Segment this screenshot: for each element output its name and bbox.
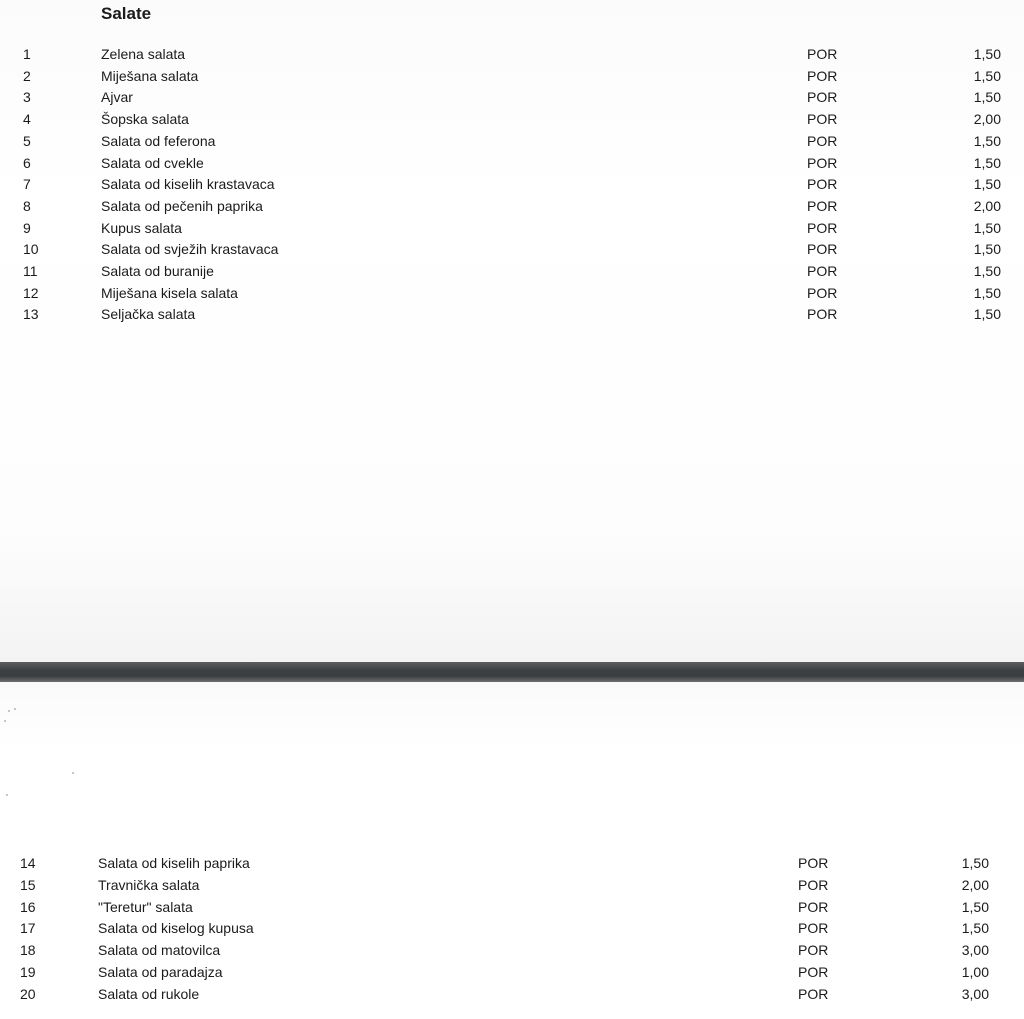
item-unit: POR [807, 197, 838, 214]
item-number: 18 [20, 942, 36, 959]
item-name: Zelena salata [101, 46, 186, 62]
item-unit: POR [807, 67, 838, 84]
item-number: 19 [20, 964, 36, 980]
item-name: Salata od cvekle [101, 154, 204, 171]
item-name: Kupus salata [101, 219, 182, 236]
item-number: 5 [23, 132, 31, 149]
item-unit: POR [807, 306, 838, 323]
item-price: 1,50 [973, 89, 1001, 106]
item-unit: POR [807, 132, 838, 149]
menu-row [0, 285, 1024, 307]
item-number: 3 [23, 89, 31, 106]
item-price: 1,50 [973, 263, 1001, 279]
item-unit: POR [807, 219, 838, 236]
scan-speck [8, 710, 10, 712]
section-title: Salate [101, 4, 152, 23]
scan-speck [72, 772, 74, 774]
item-price: 1,50 [961, 920, 989, 937]
item-unit: POR [798, 898, 829, 915]
menu-row [0, 920, 1024, 942]
item-number: 14 [20, 855, 36, 871]
item-unit: POR [807, 263, 838, 279]
item-number: 16 [20, 898, 36, 915]
item-number: 13 [23, 306, 39, 323]
item-price: 2,00 [961, 876, 989, 893]
item-unit: POR [807, 46, 838, 62]
item-unit: POR [798, 964, 829, 980]
item-number: 2 [23, 67, 31, 84]
menu-row [0, 133, 1024, 155]
item-number: 17 [20, 920, 36, 937]
item-price: 1,50 [973, 46, 1001, 62]
page-divider [0, 662, 1024, 682]
item-name: Salata od pečenih paprika [101, 197, 263, 214]
item-number: 20 [20, 985, 36, 1002]
menu-row [0, 855, 1024, 877]
item-name: Salata od paradajza [98, 964, 223, 980]
item-name: "Teretur" salata [98, 898, 193, 915]
item-unit: POR [798, 985, 829, 1002]
item-name: Salata od kiselog kupusa [98, 920, 254, 937]
item-unit: POR [807, 111, 838, 128]
menu-row [0, 899, 1024, 921]
item-number: 15 [20, 876, 36, 893]
item-price: 3,00 [961, 985, 989, 1002]
menu-row [0, 89, 1024, 111]
scan-speck [14, 708, 16, 710]
item-name: Salata od kiselih paprika [98, 855, 250, 871]
item-name: Miješana salata [101, 67, 199, 84]
item-name: Salata od buranije [101, 263, 214, 279]
item-name: Salata od svježih krastavaca [101, 241, 279, 258]
item-number: 12 [23, 284, 39, 301]
item-price: 1,50 [973, 154, 1001, 171]
item-name: Salata od kiselih krastavaca [101, 176, 275, 193]
item-name: Šopska salata [101, 111, 189, 128]
scan-speck [6, 794, 8, 796]
item-number: 9 [23, 219, 31, 236]
menu-row [0, 220, 1024, 242]
menu-row [0, 986, 1024, 1008]
item-number: 10 [23, 241, 39, 258]
item-unit: POR [798, 920, 829, 937]
item-price: 1,50 [973, 219, 1001, 236]
menu-row [0, 942, 1024, 964]
item-unit: POR [807, 241, 838, 258]
menu-row [0, 46, 1024, 68]
menu-row [0, 198, 1024, 220]
item-price: 3,00 [961, 942, 989, 959]
item-unit: POR [798, 876, 829, 893]
menu-row [0, 111, 1024, 133]
item-number: 11 [23, 263, 38, 279]
item-price: 2,00 [973, 197, 1001, 214]
item-unit: POR [798, 942, 829, 959]
scan-speck [4, 720, 6, 722]
item-name: Miješana kisela salata [101, 284, 238, 301]
item-unit: POR [807, 284, 838, 301]
item-price: 1,00 [961, 964, 989, 980]
menu-row [0, 263, 1024, 285]
item-number: 8 [23, 197, 31, 214]
item-name: Ajvar [101, 89, 133, 106]
item-price: 1,50 [973, 67, 1001, 84]
item-unit: POR [807, 89, 838, 106]
menu-row [0, 68, 1024, 90]
item-name: Salata od matovilca [98, 942, 221, 959]
menu-row [0, 241, 1024, 263]
item-price: 1,50 [961, 855, 989, 871]
item-number: 6 [23, 154, 31, 171]
menu-row [0, 306, 1024, 328]
menu-row [0, 176, 1024, 198]
item-name: Salata od rukole [98, 985, 200, 1002]
item-price: 1,50 [973, 176, 1001, 193]
item-price: 1,50 [961, 898, 989, 915]
item-number: 4 [23, 111, 31, 128]
item-unit: POR [807, 176, 838, 193]
menu-row [0, 964, 1024, 986]
item-name: Seljačka salata [101, 306, 196, 323]
menu-row [0, 155, 1024, 177]
item-price: 2,00 [973, 111, 1001, 128]
item-price: 1,50 [973, 284, 1001, 301]
item-name: Travnička salata [98, 876, 200, 893]
menu-page-2 [0, 682, 1024, 1019]
item-unit: POR [798, 855, 829, 871]
item-name: Salata od feferona [101, 132, 216, 149]
item-price: 1,50 [973, 306, 1001, 323]
item-unit: POR [807, 154, 838, 171]
menu-row [0, 877, 1024, 899]
item-number: 1 [23, 46, 31, 62]
item-price: 1,50 [973, 132, 1001, 149]
item-number: 7 [23, 176, 31, 193]
item-price: 1,50 [973, 241, 1001, 258]
